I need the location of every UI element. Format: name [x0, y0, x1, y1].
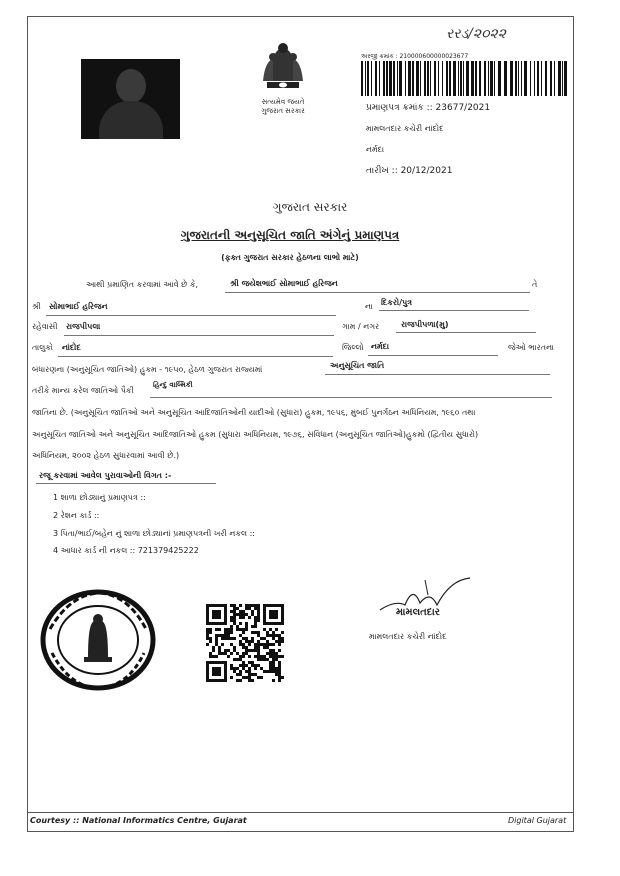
village-label: ગામ / નગર: [342, 322, 380, 331]
taluka-label: તાલુકો: [32, 343, 53, 352]
issuing-office: મામલતદાર કચેરી નાંદોદ: [366, 124, 444, 133]
signatory-office: મામલતદાર કચેરી નાંદોદ: [369, 632, 447, 641]
shri-label: શ્રી: [32, 302, 41, 311]
attestation-suffix: તે: [532, 280, 538, 289]
resident-place: રાજપીપલા: [66, 322, 101, 331]
recognized-text: તરીકે માન્ય કરેલ જાતિઓ પૈકી: [32, 386, 134, 395]
taluka: નાંદોદ: [62, 343, 81, 352]
district-label: જિલ્લો: [342, 343, 364, 352]
caste-name: હિન્દુ વાલ્મિકી: [153, 381, 193, 389]
national-emblem-icon: [253, 37, 313, 97]
certificate-number: પ્રમાણપત્ર ક્રમાંક :: 23677/2021: [366, 103, 491, 113]
caste-category: અનુસૂચિત જાતિ: [330, 361, 385, 370]
evidence-item: 4 આધાર કાર્ડ ની નકલ :: 721379425222: [53, 546, 199, 555]
applicant-photo: [81, 59, 180, 139]
footer-courtesy: Courtesy :: National Informatics Centre, Gujarat: [30, 816, 247, 825]
evidence-item: 1 શાળા છોડ્યાનું પ્રમાણપત્ર ::: [53, 493, 146, 502]
evidence-heading: રજૂ કરવામાં આવેલ પુરાવાઓની વિગત :-: [39, 471, 172, 480]
emblem-caption: સત્યમેવ જયતે ગુજરાત સરકાર: [261, 98, 305, 115]
qr-code: [206, 604, 284, 682]
evidence-item: 3 પિતા/ભાઈ/બહેન નું શાળા છોડ્યાનાં પ્રમાણપત્રની ખરી નકલ ::: [53, 529, 255, 538]
legal-paragraph-line1: જાતિના છે. (અનુસૂચિત જાતિઓ અને અનુસૂચિત આદિજાતિઓની યાદીઓ (સુધારા) હુકમ, ૧૯૫૬, મુંબઈ પુનર્ગઠન અધિનિયમ, ૧૯૬૦ તથા: [32, 408, 476, 417]
father-name: સોમાભાઈ હરિજન: [49, 302, 108, 311]
evidence-item: 2 રેશન કાર્ડ ::: [53, 511, 100, 520]
india-text: જેઓ ભારતના: [508, 343, 555, 352]
footer-digital-gujarat: Digital Gujarat: [508, 816, 567, 825]
certificate-title: ગુજરાતની અનુસૂચિત જાતિ અંગેનું પ્રમાણપત્ર: [180, 228, 400, 242]
signatory-title: મામલતદાર: [396, 607, 440, 618]
handwritten-reference: રરડ/૨૦૨૨: [446, 26, 506, 42]
relation-prefix: ના: [365, 302, 373, 311]
legal-paragraph-line2: અનુસૂચિત જાતિઓ અને અનુસૂચિત આદિજાતિઓ હુકમ (સુધારા અધિનિયમ, ૧૯૭૬, સંવિધાન (અનુસૂચિત જાતિઓ)હુકમો (દ્વિતીય સુધારો): [32, 430, 479, 439]
district-top: નર્મદા: [366, 145, 385, 154]
district: નર્મદા: [371, 342, 390, 351]
certificate-subtitle: (ફક્ત ગુજરાત સરકાર હેઠળના લાભો માટે): [221, 253, 359, 262]
barcode-text: અરજી ક્રમાંક : 210000600000023677: [361, 53, 469, 60]
resident-label: રહેવાસી: [32, 322, 58, 331]
order-text: બંધારણના (અનુસૂચિત જાતિઓ) હુકમ - ૧૯૫૦, હેઠળ ગુજરાત રાજ્યમાં: [32, 365, 263, 374]
gov-title: ગુજરાત સરકાર: [272, 200, 348, 214]
official-seal-icon: [40, 589, 156, 691]
relation: દિકરો/પુત્ર: [381, 298, 413, 307]
village: રાજપીપળા(મુ): [401, 320, 449, 329]
issue-date: તારીખ :: 20/12/2021: [366, 166, 453, 176]
legal-paragraph-line3: અધિનિયમ, ૨૦૦૨ હેઠળ સુધારવામાં આવી છે.): [32, 451, 180, 460]
attestation-prefix: આથી પ્રમાણિત કરવામાં આવે છે કે,: [86, 280, 199, 289]
barcode: [361, 61, 569, 96]
applicant-name: શ્રી જયેશભાઈ સોમાભાઈ હરિજન: [230, 279, 338, 288]
